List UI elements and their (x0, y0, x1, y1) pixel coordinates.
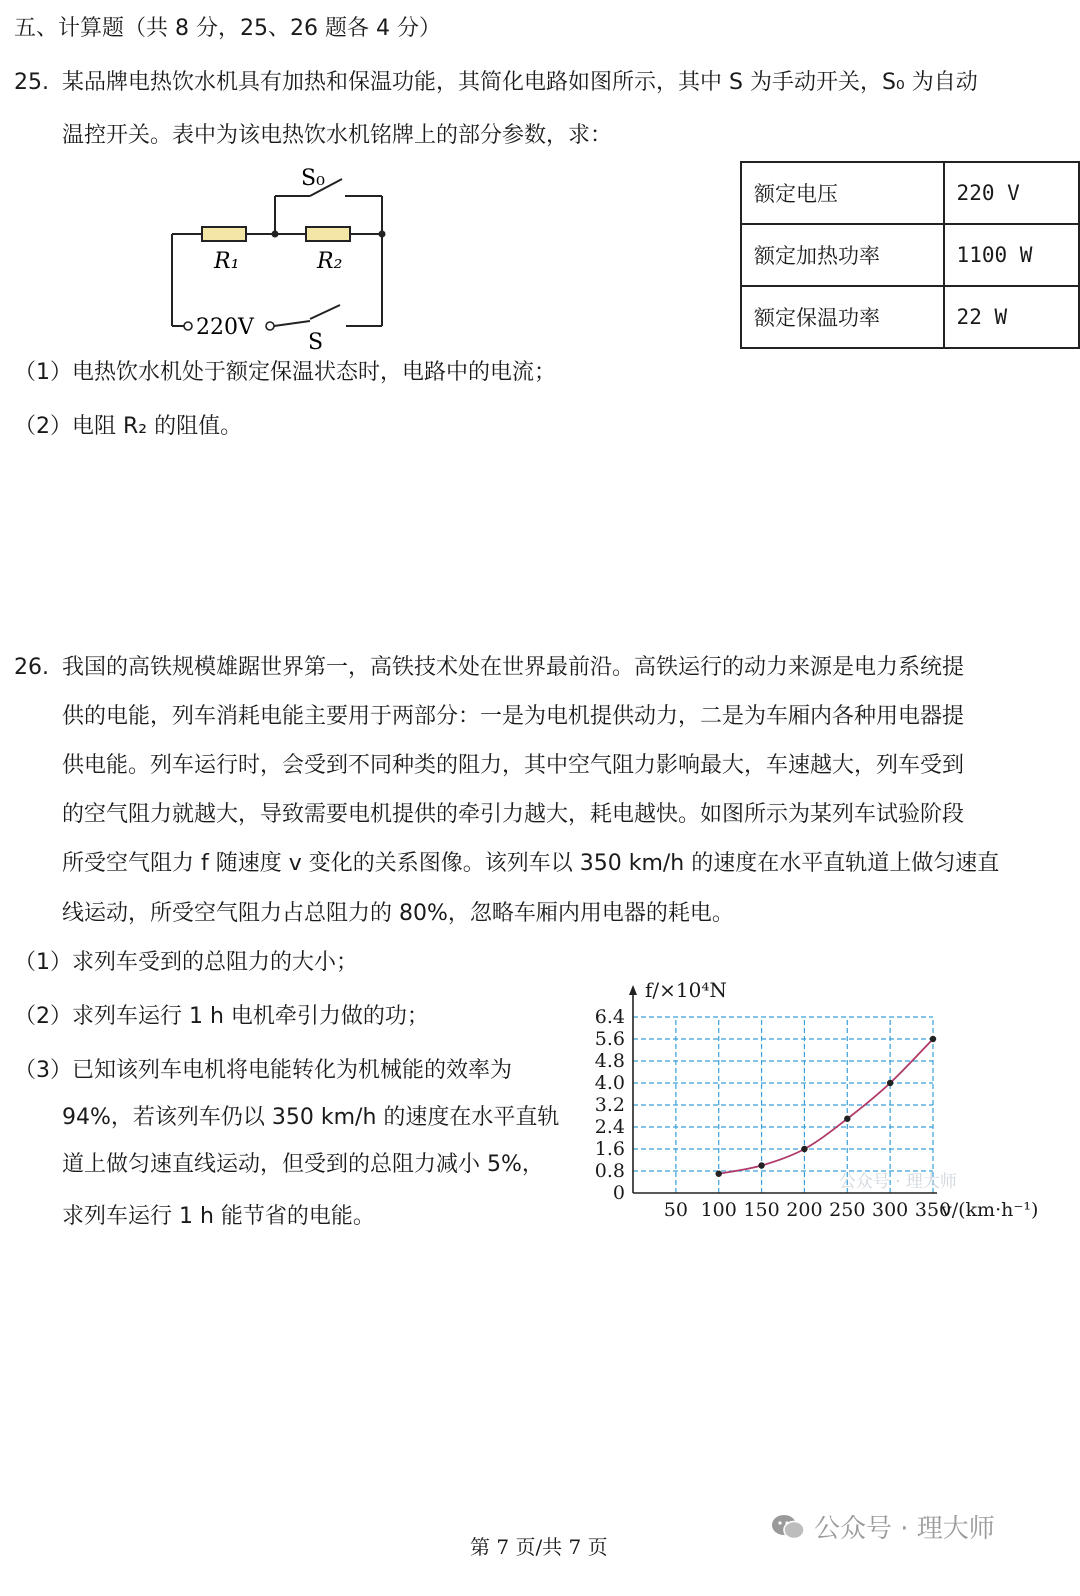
data-point (801, 1146, 807, 1152)
q25-line1: 某品牌电热饮水机具有加热和保温功能，其简化电路如图所示，其中 S 为手动开关，S₀ 为自动 (62, 70, 978, 95)
brand-text: 公众号 · 理大师 (814, 1514, 995, 1544)
x-tick-label: 100 (700, 1199, 737, 1221)
wechat-icon (770, 1512, 806, 1542)
y-tick-label: 2.4 (594, 1116, 625, 1138)
q26-line: 供电能。列车运行时，会受到不同种类的阻力，其中空气阻力影响最大，车速越大，列车受到 (62, 753, 965, 778)
x-tick-label: 300 (872, 1199, 909, 1221)
data-point (758, 1162, 764, 1168)
x-axis-label: v/(km·h⁻¹) (941, 1199, 1039, 1221)
footer-brand (770, 1508, 995, 1545)
q26-sub3: 94%，若该列车仍以 350 km/h 的速度在水平直轨 (62, 1105, 560, 1130)
table-row (741, 224, 1079, 286)
q26-sub2: （2）求列车运行 1 h 电机牵引力做的功； (14, 1004, 429, 1029)
air-resistance-chart (590, 975, 1050, 1225)
spec-value: 1100 W (944, 224, 1079, 286)
y-tick-label: 3.2 (594, 1094, 625, 1116)
y-tick-label: 0 (612, 1182, 625, 1204)
q26-sub1: （1）求列车受到的总阻力的大小； (14, 950, 358, 975)
spec-value: 22 W (944, 286, 1079, 348)
y-tick-label: 4.8 (594, 1050, 625, 1072)
q25-sub1: （1）电热饮水机处于额定保温状态时，电路中的电流； (14, 360, 556, 385)
r2-label: R₂ (317, 249, 343, 274)
x-tick-label: 200 (786, 1199, 823, 1221)
s-label: S (308, 330, 324, 350)
q26-sub3: （3）已知该列车电机将电能转化为机械能的效率为 (14, 1058, 512, 1083)
y-tick-label: 1.6 (594, 1138, 625, 1160)
voltage-label: 220V (196, 315, 254, 340)
page-number: 第 7 页/共 7 页 (470, 1535, 608, 1559)
q26-number: 26. (14, 655, 49, 680)
q26-line: 所受空气阻力 f 随速度 v 变化的关系图像。该列车以 350 km/h 的速度在水平直轨道上做匀速直 (62, 851, 1000, 876)
x-tick-label: 50 (663, 1199, 688, 1221)
chart-watermark: 公众号 · 理大师 (838, 1172, 957, 1192)
q25-line2: 温控开关。表中为该电热饮水机铭牌上的部分参数，求： (62, 123, 613, 148)
spec-value: 220 V (944, 162, 1079, 224)
q26-sub3: 求列车运行 1 h 能节省的电能。 (62, 1204, 375, 1229)
table-row (741, 162, 1079, 224)
q26-line: 线运动，所受空气阻力占总阻力的 80%，忽略车厢内用电器的耗电。 (62, 901, 734, 926)
data-point (844, 1116, 850, 1122)
y-tick-label: 4.0 (594, 1072, 625, 1094)
circuit-diagram (160, 155, 400, 350)
x-tick-label: 150 (743, 1199, 780, 1221)
spec-key: 额定加热功率 (741, 224, 944, 286)
data-point (930, 1036, 936, 1042)
q26-sub3: 道上做匀速直线运动，但受到的总阻力减小 5%， (62, 1152, 544, 1177)
q26-line: 的空气阻力就越大，导致需要电机提供的牵引力越大，耗电越快。如图所示为某列车试验阶段 (62, 802, 965, 827)
data-point (887, 1080, 893, 1086)
y-tick-label: 6.4 (594, 1006, 625, 1028)
y-tick-label: 5.6 (594, 1028, 625, 1050)
spec-key: 额定电压 (741, 162, 944, 224)
spec-key: 额定保温功率 (741, 286, 944, 348)
spec-table (740, 161, 1080, 349)
x-tick-label: 250 (829, 1199, 866, 1221)
series-line (719, 1039, 933, 1174)
y-tick-label: 0.8 (594, 1160, 625, 1182)
data-point (716, 1171, 722, 1177)
table-row (741, 286, 1079, 348)
resistor-r1 (202, 227, 246, 241)
r1-label: R₁ (214, 249, 240, 274)
x-tick-label: 350 (914, 1199, 952, 1221)
section-title: 五、计算题（共 8 分，25、26 题各 4 分） (14, 16, 441, 41)
s0-label: S₀ (301, 166, 325, 191)
y-axis-label: f/×10⁴N (645, 978, 727, 1002)
q25-number: 25. (14, 70, 49, 95)
q25-sub2: （2）电阻 R₂ 的阻值。 (14, 414, 243, 439)
q26-line: 我国的高铁规模雄踞世界第一，高铁技术处在世界最前沿。高铁运行的动力来源是电力系统提 (62, 655, 965, 680)
resistor-r2 (306, 227, 350, 241)
y-axis-arrow (629, 985, 637, 995)
q26-line: 供的电能，列车消耗电能主要用于两部分：一是为电机提供动力，二是为车厢内各种用电器提 (62, 704, 965, 729)
